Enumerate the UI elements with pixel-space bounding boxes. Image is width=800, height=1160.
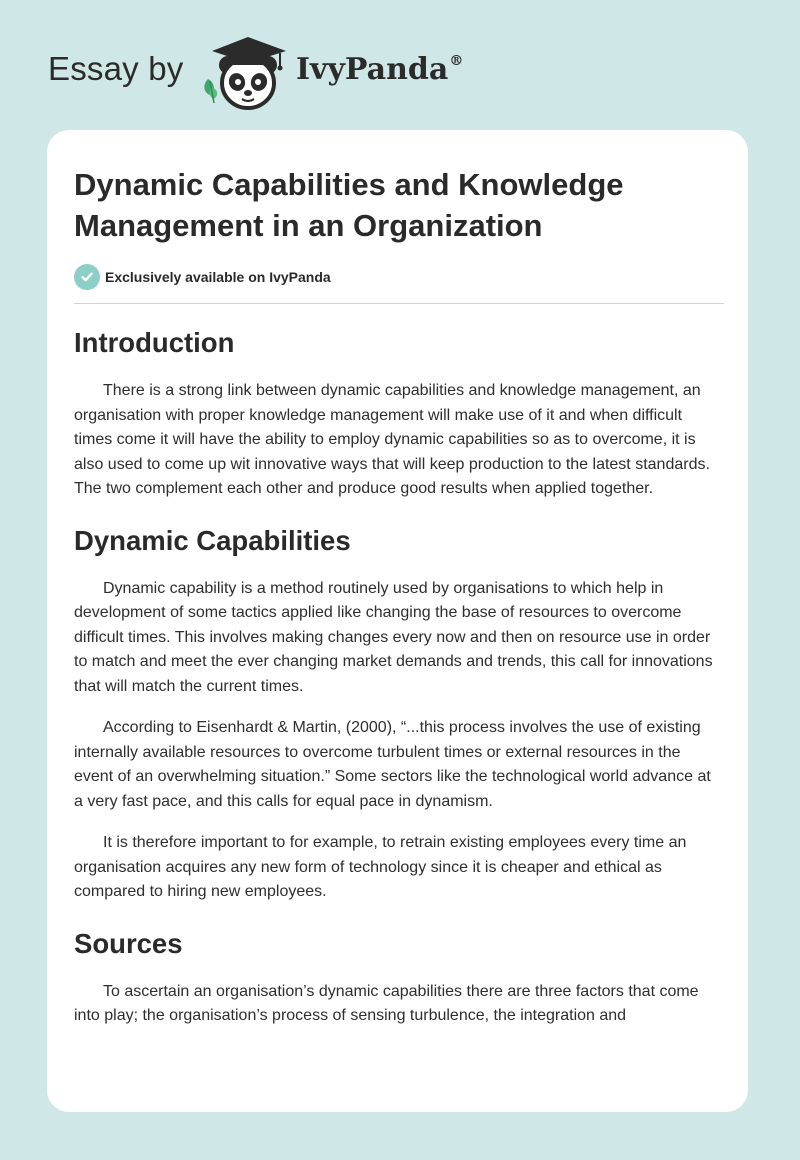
paragraph: There is a strong link between dynamic capabilities and knowledge management, an organisation with proper knowledge management will make use of it and when difficult times come it will have the ability to employ dynamic capabilities so as to overcome, it is also used to come up wit innovative ways that will keep production to the latest standards. The two complement each other and produce good results when applied together. [74, 382, 710, 497]
exclusive-badge-text: Exclusively available on IvyPanda [105, 269, 331, 285]
panda-graduate-icon[interactable] [198, 33, 293, 111]
paragraph: It is therefore important to for example, to retrain existing employees every time an organisation acquires any new form of technology since it is cheaper and ethical as compared to hiring new employees. [74, 834, 687, 900]
essay-title [74, 164, 724, 246]
site-header [0, 0, 800, 130]
section-heading-sources: Sources [74, 927, 183, 959]
essay-by-label: Essay by [48, 50, 184, 87]
title-divider [74, 303, 724, 304]
essay-content [74, 164, 724, 1029]
paragraph: According to Eisenhardt & Martin, (2000), “...this process involves the use of existing internally available resources to overcome turbulent times or external resources in the event of an overwhelming situation.” Some sectors like the technological world advance at a very fast pace, and this calls for equal pace in dynamism. [74, 719, 711, 810]
registered-mark: ® [449, 53, 464, 69]
essay-title-line1: Dynamic Capabilities and Knowledge [74, 167, 624, 202]
essay-title-line2: Management in an Organization [74, 208, 543, 243]
brand-name: IvyPanda [296, 52, 449, 87]
section-heading-introduction: Introduction [74, 327, 235, 358]
exclusive-badge [74, 264, 724, 290]
paragraph: To ascertain an organisation’s dynamic capabilities there are three factors that come into play; the organisation’s process of sensing turbulence, the integration and [74, 982, 699, 1024]
essay-card [47, 130, 748, 1112]
section-heading-dynamic-capabilities: Dynamic Capabilities [74, 524, 351, 556]
check-circle-icon [74, 264, 100, 290]
ivypanda-logo-text[interactable] [296, 52, 463, 87]
paragraph: Dynamic capability is a method routinely used by organisations to which help in development of some tactics applied like changing the base of resources to overcome difficult times. This involves making changes every now and then on resource use in order to match and meet the ever changing market demands and trends, this call for innovations that will match the current times. [74, 579, 713, 695]
